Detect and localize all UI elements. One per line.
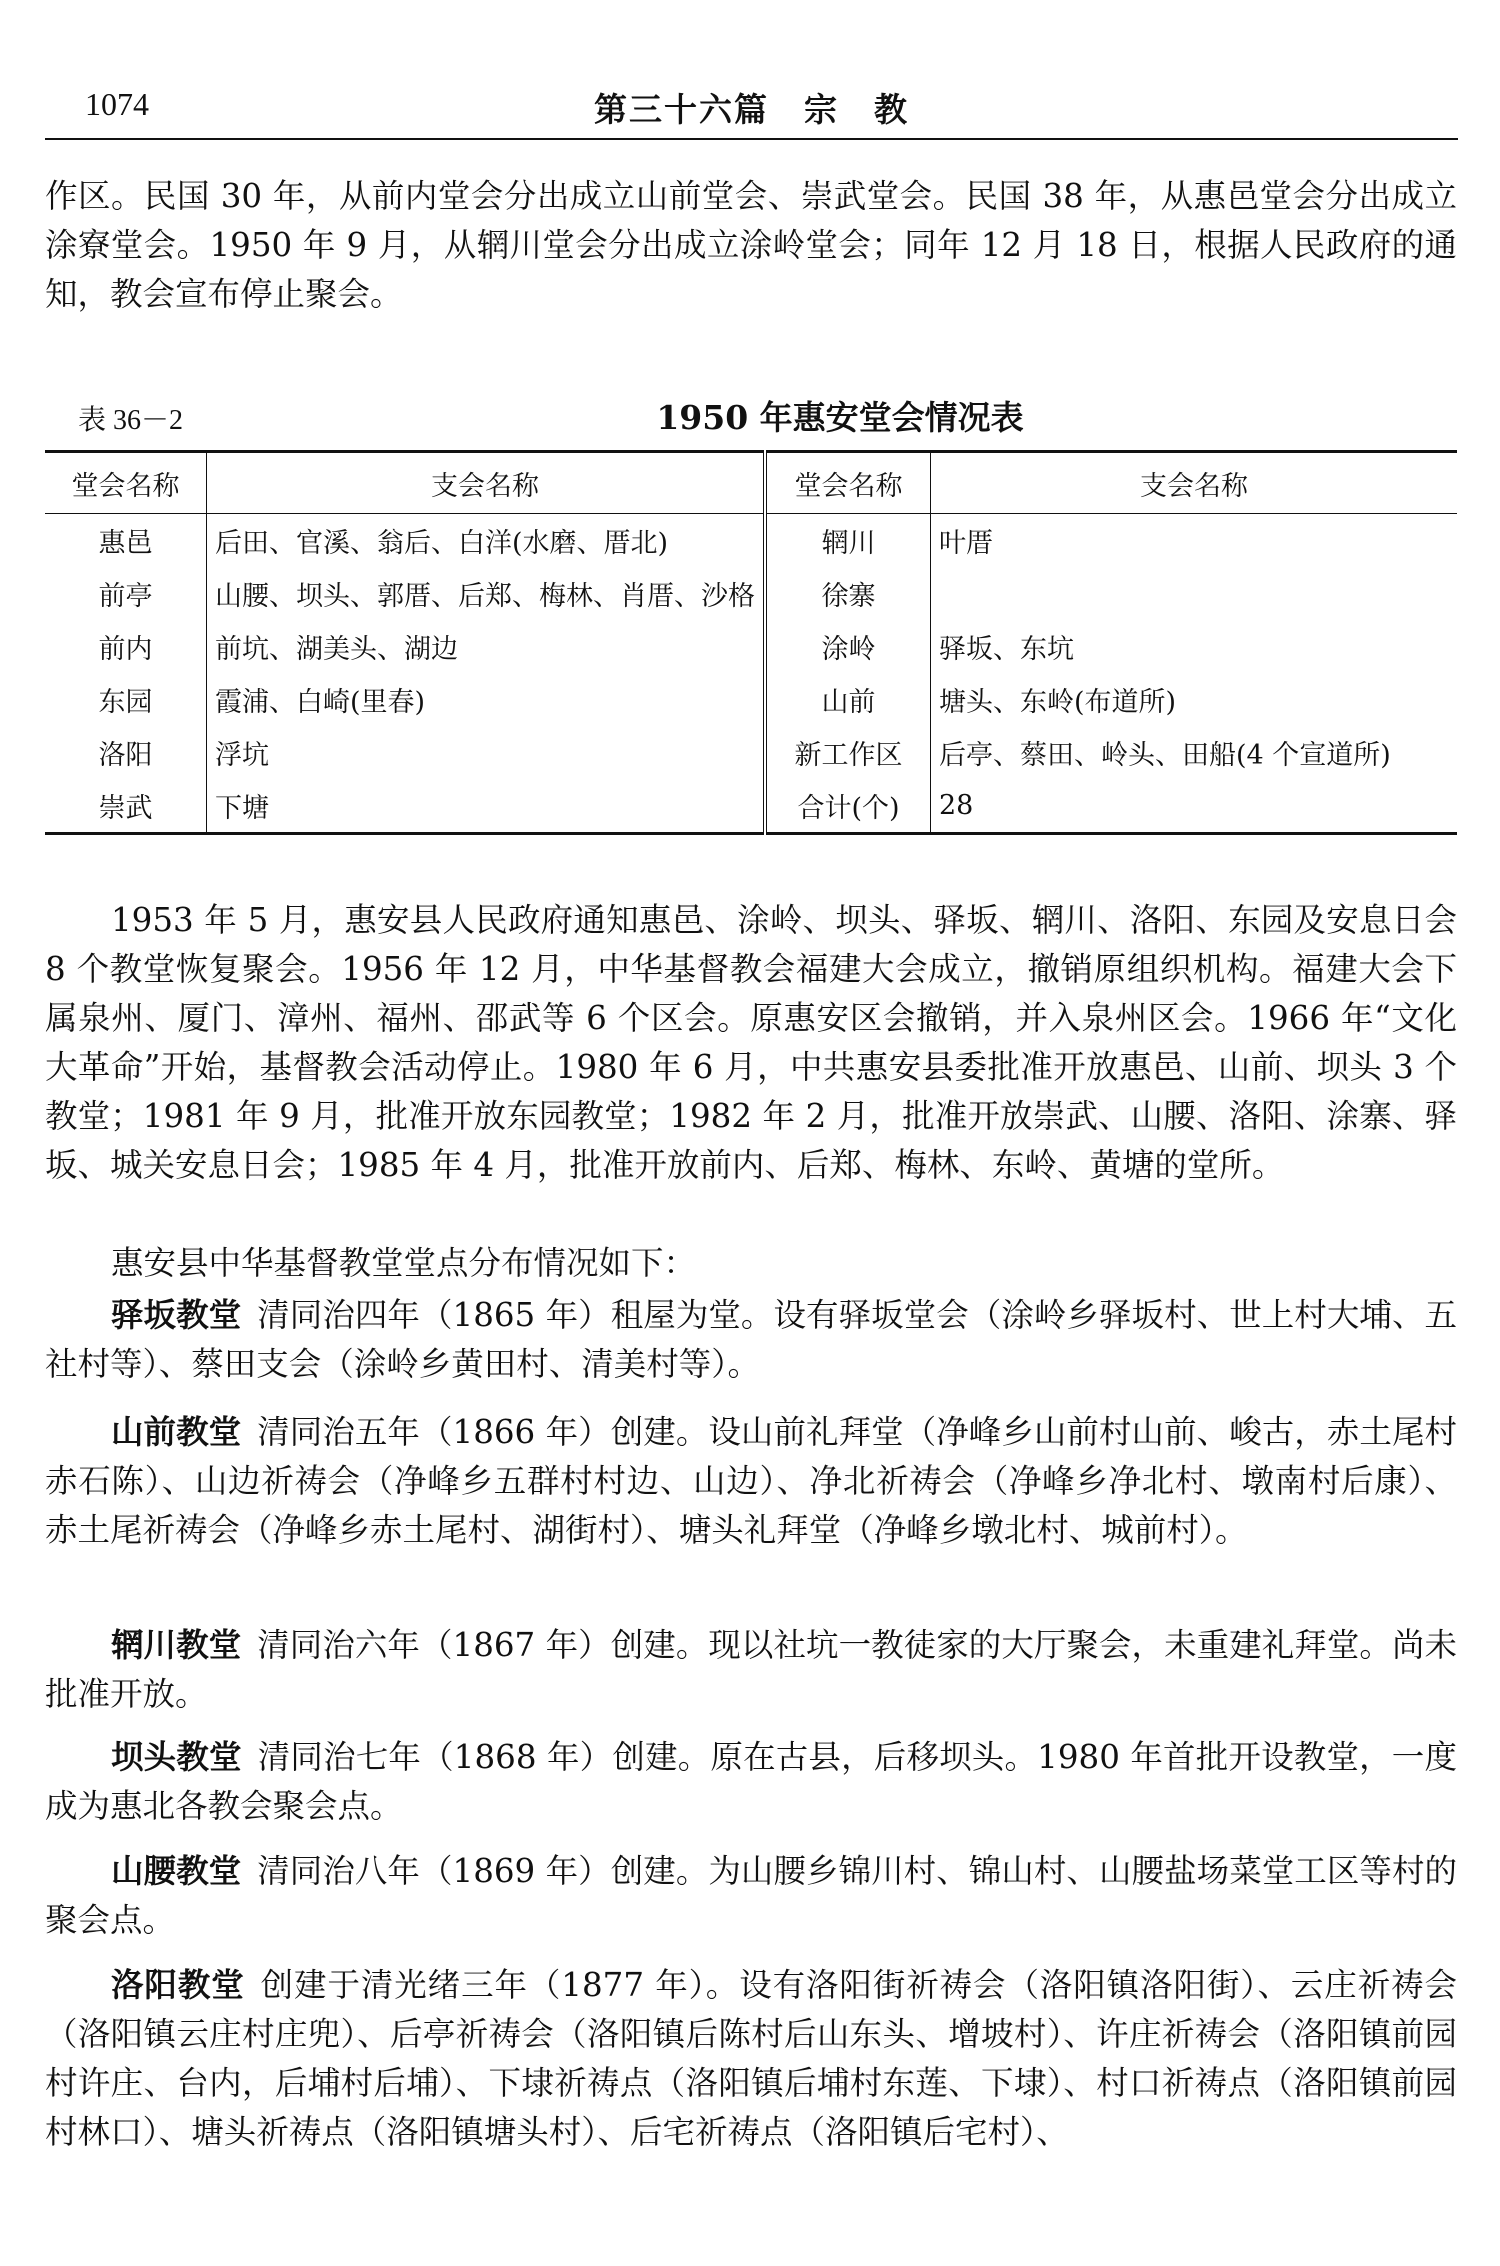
entry-yiban-church bbox=[45, 1290, 1457, 1389]
header-church-name-2: 堂会名称 bbox=[765, 452, 931, 514]
entry-title: 山前教堂 bbox=[111, 1412, 242, 1451]
table-number: 表 36－2 bbox=[78, 405, 184, 436]
entry-luoyang-church bbox=[45, 1960, 1457, 2157]
branch-cell: 塘头、东岭(布道所) bbox=[939, 687, 1177, 718]
branch-cell: 后田、官溪、翁后、白洋(水磨、厝北) bbox=[215, 528, 669, 559]
church-cell: 新工作区 bbox=[765, 726, 931, 779]
entry-text: 清同治六年（1867 年）创建。现以社坑一教徒家的大厅聚会，未重建礼拜堂。尚未批准开放。 bbox=[45, 1626, 1457, 1713]
entry-text: 创建于清光绪三年（1877 年）。设有洛阳街祈祷会（洛阳镇洛阳街）、云庄祈祷会（洛阳镇云庄村庄兜）、后亭祈祷会（洛阳镇后陈村后山东头、增坡村）、许庄祈祷会（洛阳镇前园村许庄、台内，后埔村后埔）、下埭祈祷点（洛阳镇后埔村东莲、下埭）、村口祈祷点（洛阳镇前园村林口）、塘头祈祷点（洛阳镇塘头村）、后宅祈祷点（洛阳镇后宅村）、 bbox=[45, 1966, 1457, 2151]
table-title: 1950 年惠安堂会情况表 bbox=[656, 398, 1024, 437]
page-number: 1074 bbox=[85, 86, 149, 122]
table-row bbox=[45, 726, 1457, 779]
branch-cell bbox=[931, 567, 1458, 620]
entry-title: 坝头教堂 bbox=[111, 1737, 242, 1776]
church-cell: 合计(个) bbox=[765, 779, 931, 834]
entry-text: 清同治五年（1866 年）创建。设山前礼拜堂（净峰乡山前村山前、峻古，赤土尾村赤石陈）、山边祈祷会（净峰乡五群村村边、山边）、净北祈祷会（净峰乡净北村、墩南村后康）、赤土尾祈祷会（净峰乡赤土尾村、湖街村）、塘头礼拜堂（净峰乡墩北村、城前村）。 bbox=[45, 1413, 1457, 1549]
table-header-row bbox=[45, 452, 1457, 514]
church-cell: 前内 bbox=[45, 620, 207, 673]
branch-cell: 下塘 bbox=[215, 793, 269, 824]
branch-cell: 霞浦、白崎(里春) bbox=[215, 687, 426, 718]
branch-cell: 28 bbox=[939, 790, 974, 821]
branch-cell: 驿坂、东坑 bbox=[939, 634, 1074, 665]
entry-shanqian-church bbox=[45, 1407, 1457, 1555]
branch-cell: 山腰、坝头、郭厝、后郑、梅林、肖厝、沙格 bbox=[215, 581, 755, 612]
table-row bbox=[45, 567, 1457, 620]
entry-title: 驿坂教堂 bbox=[111, 1295, 242, 1334]
entry-wangchuan-church bbox=[45, 1620, 1457, 1719]
entry-text: 清同治七年（1868 年）创建。原在古县，后移坝头。1980 年首批开设教堂，一度成为惠北各教会聚会点。 bbox=[45, 1738, 1457, 1825]
church-cell: 崇武 bbox=[45, 779, 207, 834]
table-row bbox=[45, 673, 1457, 726]
table-row bbox=[45, 514, 1457, 568]
entry-text: 清同治四年（1865 年）租屋为堂。设有驿坂堂会（涂岭乡驿坂村、世上村大埔、五社村等）、蔡田支会（涂岭乡黄田村、清美村等）。 bbox=[45, 1296, 1457, 1383]
church-cell: 洛阳 bbox=[45, 726, 207, 779]
church-cell: 前亭 bbox=[45, 567, 207, 620]
paragraph-1953: 1953 年 5 月，惠安县人民政府通知惠邑、涂岭、坝头、驿坂、辋川、洛阳、东园及安息日会 8 个教堂恢复聚会。1956 年 12 月，中华基督教会福建大会成立，撤销原组织机构。福建大会下属泉州、厦门、漳州、福州、邵武等 6 个区会。原惠安区会撤销，并入泉州区会。1966 年“文化大革命”开始，基督教会活动停止。1980 年 6 月，中共惠安县委批准开放惠邑、山前、坝头 3 个教堂；1981 年 9 月，批准开放东园教堂；1982 年 2 月，批准开放崇武、山腰、洛阳、涂寨、驿坂、城关安息日会；1985 年 4 月，批准开放前内、后郑、梅林、东岭、黄塘的堂所。 bbox=[45, 901, 1457, 1184]
church-cell: 东园 bbox=[45, 673, 207, 726]
table-row bbox=[45, 779, 1457, 834]
branch-cell: 叶厝 bbox=[939, 528, 993, 559]
church-cell: 山前 bbox=[765, 673, 931, 726]
branch-cell: 后亭、蔡田、岭头、田船(4 个宣道所) bbox=[939, 740, 1391, 771]
entry-title: 洛阳教堂 bbox=[111, 1965, 245, 2004]
header-church-name: 堂会名称 bbox=[45, 452, 207, 514]
church-cell: 惠邑 bbox=[45, 514, 207, 568]
entry-text: 清同治八年（1869 年）创建。为山腰乡锦川村、锦山村、山腰盐场菜堂工区等村的聚会点。 bbox=[45, 1852, 1457, 1939]
branch-cell: 浮坑 bbox=[215, 740, 269, 771]
distribution-intro: 惠安县中华基督教堂堂点分布情况如下： bbox=[111, 1244, 697, 1282]
header-branch-name-2: 支会名称 bbox=[931, 452, 1458, 514]
running-title: 第三十六篇 宗 教 bbox=[594, 90, 909, 129]
church-cell: 涂岭 bbox=[765, 620, 931, 673]
entry-title: 山腰教堂 bbox=[111, 1851, 242, 1890]
church-table bbox=[45, 450, 1457, 835]
page-header bbox=[45, 82, 1458, 140]
church-cell: 徐寨 bbox=[765, 567, 931, 620]
entry-title: 辋川教堂 bbox=[111, 1625, 242, 1664]
church-cell: 辋川 bbox=[765, 514, 931, 568]
entry-shanyao-church bbox=[45, 1846, 1457, 1945]
table-row bbox=[45, 620, 1457, 673]
intro-paragraph: 作区。民国 30 年，从前内堂会分出成立山前堂会、崇武堂会。民国 38 年，从惠邑堂会分出成立涂寮堂会。1950 年 9 月，从辋川堂会分出成立涂岭堂会；同年 12 月 18 日，根据人民政府的通知，教会宣布停止聚会。 bbox=[45, 177, 1457, 313]
branch-cell: 前坑、湖美头、湖边 bbox=[215, 634, 458, 665]
entry-batou-church bbox=[45, 1732, 1457, 1831]
header-branch-name: 支会名称 bbox=[207, 452, 766, 514]
